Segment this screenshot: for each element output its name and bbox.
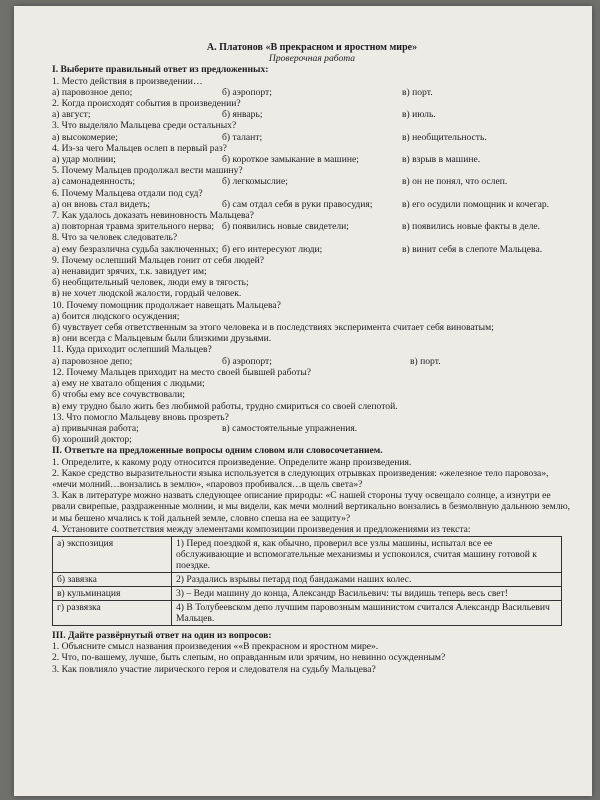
table-row bbox=[53, 536, 562, 572]
question-7: 7. Как удалось доказать невиновность Мальцева? bbox=[52, 210, 254, 222]
table-row bbox=[53, 586, 562, 600]
part2-heading: II. Ответьте на предложенные вопросы одним словом или словосочетанием. bbox=[52, 445, 383, 457]
part1-heading: I. Выберите правильный ответ из предложенных: bbox=[52, 64, 269, 76]
page-title: А. Платонов «В прекрасном и яростном мире» bbox=[206, 42, 418, 53]
answer-option: а) высокомерие; bbox=[52, 131, 118, 143]
answer-option: в) появились новые факты в деле. bbox=[402, 221, 541, 233]
table-cell-element: б) завязка bbox=[53, 572, 172, 586]
answer-option: в) июль. bbox=[402, 109, 436, 121]
table-row bbox=[53, 572, 562, 586]
answers-13 bbox=[52, 423, 572, 434]
worksheet-content bbox=[52, 42, 572, 675]
answer-option: б) необщительный человек, люди ему в тягость; bbox=[52, 277, 249, 289]
answer-option: б) появились новые свидетели; bbox=[222, 221, 349, 233]
answers-8 bbox=[52, 244, 572, 255]
table-cell-quote: 3) – Веди машину до конца, Александр Васильевич: ты видишь теперь весь свет! bbox=[172, 586, 562, 600]
answer-option: б) талант; bbox=[222, 131, 263, 143]
answers-5 bbox=[52, 176, 572, 187]
question-3: 3. Что выделяло Мальцева среди остальных? bbox=[52, 120, 237, 132]
answers-1 bbox=[52, 87, 572, 98]
answer-option: в) его осудили помощник и кочегар. bbox=[402, 198, 550, 210]
table-cell-quote: 4) В Толубеевском депо лучшим паровозным машинистом считался Александр Васильевич Мальцев. bbox=[172, 600, 562, 625]
part3-heading: III. Дайте развёрнутый ответ на один из вопросов: bbox=[52, 629, 272, 641]
answer-option: а) ненавидит зрячих, т.к. завидует им; bbox=[52, 266, 207, 278]
answer-option: а) паровозное депо; bbox=[52, 86, 133, 98]
answer-option: а) повторная травма зрительного нерва; bbox=[52, 221, 215, 233]
question-10: 10. Почему помощник продолжает навещать Мальцева? bbox=[52, 299, 281, 311]
part3-item-2: 2. Что, по-вашему, лучше, быть слепым, но оправданным или зрячим, но невинно осужденным? bbox=[52, 652, 446, 664]
answers-11 bbox=[52, 356, 572, 367]
answers-6 bbox=[52, 199, 572, 210]
composition-table bbox=[52, 536, 562, 626]
part2-item-4: 4. Установите соответствия между элементами композиции произведения и предложениями из текста: bbox=[52, 523, 471, 535]
answers-7 bbox=[52, 221, 572, 232]
table-cell-quote: 2) Раздались взрывы петард под бандажами наших колес. bbox=[172, 572, 562, 586]
question-1: 1. Место действия в произведении… bbox=[52, 75, 203, 87]
answers-2 bbox=[52, 109, 572, 120]
answer-option: б) январь; bbox=[222, 109, 263, 121]
page-subtitle: Проверочная работа bbox=[268, 53, 356, 65]
answer-option: в) взрыв в машине. bbox=[402, 154, 481, 166]
answer-option: в) необщительность. bbox=[402, 131, 487, 143]
answer-option: б) аэропорт; bbox=[222, 86, 272, 98]
answer-option: б) легкомыслие; bbox=[222, 176, 288, 188]
answer-option: в) самостоятельные упражнения. bbox=[222, 422, 358, 434]
answer-option: б) сам отдал себя в руки правосудия; bbox=[222, 198, 373, 210]
question-6: 6. Почему Мальцева отдали под суд? bbox=[52, 187, 203, 199]
answer-option: а) паровозное депо; bbox=[52, 355, 133, 367]
table-cell-quote: 1) Перед поездкой я, как обычно, проверил все узлы машины, испытал все ее обслуживающие и вспомогательные механизмы и успокоился, считая машину готовой к поездке. bbox=[172, 536, 562, 572]
answer-option: а) ему безразлична судьба заключенных; bbox=[52, 243, 219, 255]
answer-option: в) порт. bbox=[402, 86, 433, 98]
answer-option: а) ему не хватало общения с людьми; bbox=[52, 378, 205, 390]
question-8: 8. Что за человек следователь? bbox=[52, 232, 178, 244]
answer-option: в) он не понял, что ослеп. bbox=[402, 176, 508, 188]
table-cell-element: в) кульминация bbox=[53, 586, 172, 600]
question-9: 9. Почему ослепший Мальцев гонит от себя людей? bbox=[52, 254, 265, 266]
part3-item-1: 1. Объясните смысл названия произведения ««В прекрасном и яростном мире». bbox=[52, 641, 379, 653]
answer-option: б) чтобы ему все сочувствовали; bbox=[52, 389, 185, 401]
answer-option: б) чувствует себя ответственным за этого человека и в последствиях эксперимента считает себя виноватым; bbox=[52, 322, 494, 334]
answer-option: б) хороший доктор; bbox=[52, 434, 132, 446]
table-cell-element: а) экспозиция bbox=[53, 536, 172, 572]
answer-option: в) они всегда с Мальцевым были близкими друзьями. bbox=[52, 333, 272, 345]
answer-option: а) он вновь стал видеть; bbox=[52, 198, 151, 210]
part2-item-2: 2. Какое средство выразительности языка используется в следующих отрывках произведения: «железное тело паровоза», «мечи молний…вонзались в землю», «паровоз пробивался…в щель света»? bbox=[52, 467, 549, 490]
table-row bbox=[53, 600, 562, 625]
answer-option: в) ему трудно было жить без любимой работы, трудно смириться со своей слепотой. bbox=[52, 400, 398, 412]
answers-4 bbox=[52, 154, 572, 165]
table-cell-element: г) развязка bbox=[53, 600, 172, 625]
answer-option: б) аэропорт; bbox=[222, 355, 272, 367]
answer-option: в) не хочет людской жалости, гордый человек. bbox=[52, 288, 242, 300]
question-12: 12. Почему Мальцев приходит на место своей бывшей работы? bbox=[52, 366, 312, 378]
question-5: 5. Почему Мальцев продолжал вести машину? bbox=[52, 165, 243, 177]
question-11: 11. Куда приходит ослепший Мальцев? bbox=[52, 344, 212, 356]
question-13: 13. Что помогло Мальцеву вновь прозреть? bbox=[52, 411, 229, 423]
answer-option: а) удар молнии; bbox=[52, 154, 116, 166]
part2-item-3: 3. Как в литературе можно назвать следующее описание природы: «С нашей стороны тучу освещало солнце, а изнутри ее рвали свирепые, раздраженные молнии, и мы видели, как мечи молний вертикально вонзались в безмолвную дальнюю землю, и мы бешено мчались к той дальней земле, словно спеша на ее защиту»? bbox=[52, 490, 571, 524]
answer-option: а) боится людского осуждения; bbox=[52, 310, 180, 322]
answer-option: а) самонадеянность; bbox=[52, 176, 136, 188]
part3-item-3: 3. Как повлияло участие лирического героя и следователя на судьбу Мальцева? bbox=[52, 663, 376, 675]
question-4: 4. Из-за чего Мальцев ослеп в первый раз? bbox=[52, 142, 227, 154]
answer-option: а) привычная работа; bbox=[52, 422, 139, 434]
part2-item-1: 1. Определите, к какому роду относится произведение. Определите жанр произведения. bbox=[52, 456, 412, 468]
answer-option: б) короткое замыкание в машине; bbox=[222, 154, 359, 166]
answer-option: в) порт. bbox=[410, 355, 441, 367]
answer-option: в) винит себя в слепоте Мальцева. bbox=[402, 243, 543, 255]
question-2: 2. Когда происходят события в произведении? bbox=[52, 98, 241, 110]
worksheet-page bbox=[14, 6, 592, 796]
answers-3 bbox=[52, 132, 572, 143]
answer-option: б) его интересуют люди; bbox=[222, 243, 323, 255]
answer-option: а) август; bbox=[52, 109, 91, 121]
